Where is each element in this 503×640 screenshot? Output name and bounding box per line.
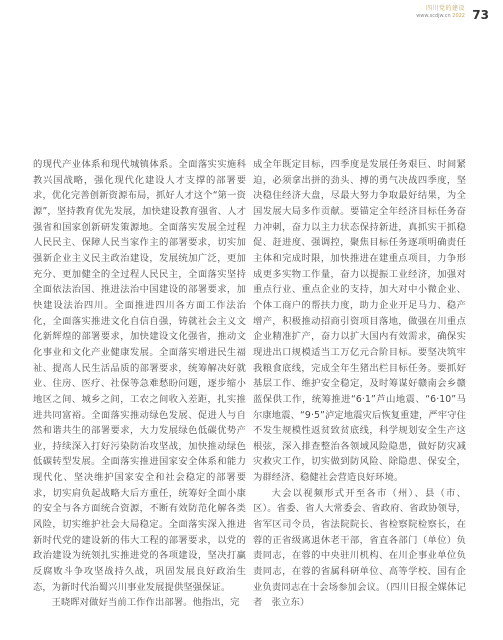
running-header	[416, 6, 465, 19]
issue-year: 2022	[452, 13, 465, 19]
website-url: www.scdjw.cn	[416, 13, 451, 19]
right-paragraph-2: 大会以视频形式开至各市（州）、县（市、区）。省委、省人大常委会、省政府、省政协领导，省军区司令员，省法院院长、省检察院检察长，在蓉的正省级离退休老干部，省直各部门（单位）负责同志，在蓉的中央驻川机构、在川企事业单位负责同志，在蓉的省属科研单位、高等学校、国有企业负责同志在十会场参加会议。（四川日报全媒体记者 张立东）	[253, 487, 466, 609]
page-number: 73	[472, 8, 489, 22]
left-paragraph-2: 王晓晖对做好当前工作作出部署。他指出，完	[51, 597, 240, 609]
magazine-name: 四川党的建设	[425, 5, 465, 12]
website-line	[416, 14, 465, 19]
right-paragraph-1: 成全年既定目标，四季度是发展任务艰巨、时间紧迫，必须拿出拼的劲头、搏的勇气决战四季度，坚决稳住经济大盘，尽最大努力争取最好结果，为全国发展大局多作贡献。要锚定全年经济目标任务奋力冲刺，奋力以主力状态保持新进，真抓实干抓稳促、赶进度、强调控，聚焦目标任务逐项明确责任主体和完成时限，加快推进在建重点项目，力争形成更多实物工作量，奋力以提振工业经济，加强对重点行业、重点企业的支持，加大对中小微企业、个体工商户的帮扶力度，助力企业开足马力、稳产增产，积极推动招商引资项目落地，做强在川重点企业精准扩产，奋力以扩大国内有效需求，确保实现进出口规模适当工万亿元合阶目标。要坚决筑牢我粮食底线，完成全年生猪出栏目标任务。要抓好基层工作、维护安全稳定，及时筹谋好赣南会乡赣蓝保供工作，统筹推进“6·1”芦山地震、“6·10”马尔康地震、“9·5”泸定地震灾后恢复重建，严牢守住不发生规模性返贫致贫底线，科学规划安全生产这根弦，深入排查整治各领域风险隐患，做好防灾减灾救灾工作，切实做到防风险、除隐患、保安全，为群经济、稳健社会营造良好环境。	[253, 159, 466, 484]
left-column	[33, 157, 246, 611]
left-paragraph-1: 的现代产业体系和现代城镇体系。全面落实实施科教兴国战略，强化现代化建设人才支撑的部署要求，优化完善创新资源布局，抓好人才这个“第一资源”，坚持教育优先发展，加快建设教育强省、人才强省和国家创新研发策源地。全面落实发展全过程人民民主、保障人民当家作主的部署要求，切实加强新企业主义民主政治建设，发展统加广泛，更加充分、更加健全的全过程人民民主，全面落实坚持全面依法治国、推进法治中国建设的部署要求，加快建设法治四川。全面推进四川各方面工作法治化，全面落实推进文化自信自强，铸就社会主义文化新辉煌的部署要求，加快建设文化强省，推动文化事业和文化产业健康发展。全面落实增进民生福祉、提高人民生活品质的部署要求，统筹解决好就业、住房、医疗、社保等急难愁盼问题，逐步缩小地区之间、城乡之间，工农之间收入差距，扎实推进共同富裕。全面落实推动绿色发展、促进人与自然和谐共生的部署要求，大力发展绿色低碳优势产业，持续深入打好污染防治攻坚战，加快推动绿色低碳转型发展。全面落实推进国家安全体系和能力现代化、坚决维护国家安全和社会稳定的部署要求，切实肩负起战略大后方重任，统筹好全面小康的安全与各方面统合资源，不断有效防范化解各类风险，切实维护社会大局稳定。全面落实深入推进新时代党的建设新的伟大工程的部署要求，以党的政治建设为统领扎实推进党的各项建设，坚决打赢反腐败斗争攻坚战持久战，巩固发展良好政治生态，为新时代治蜀兴川事业发展提供坚强保证。	[33, 159, 246, 593]
right-column	[253, 157, 466, 611]
